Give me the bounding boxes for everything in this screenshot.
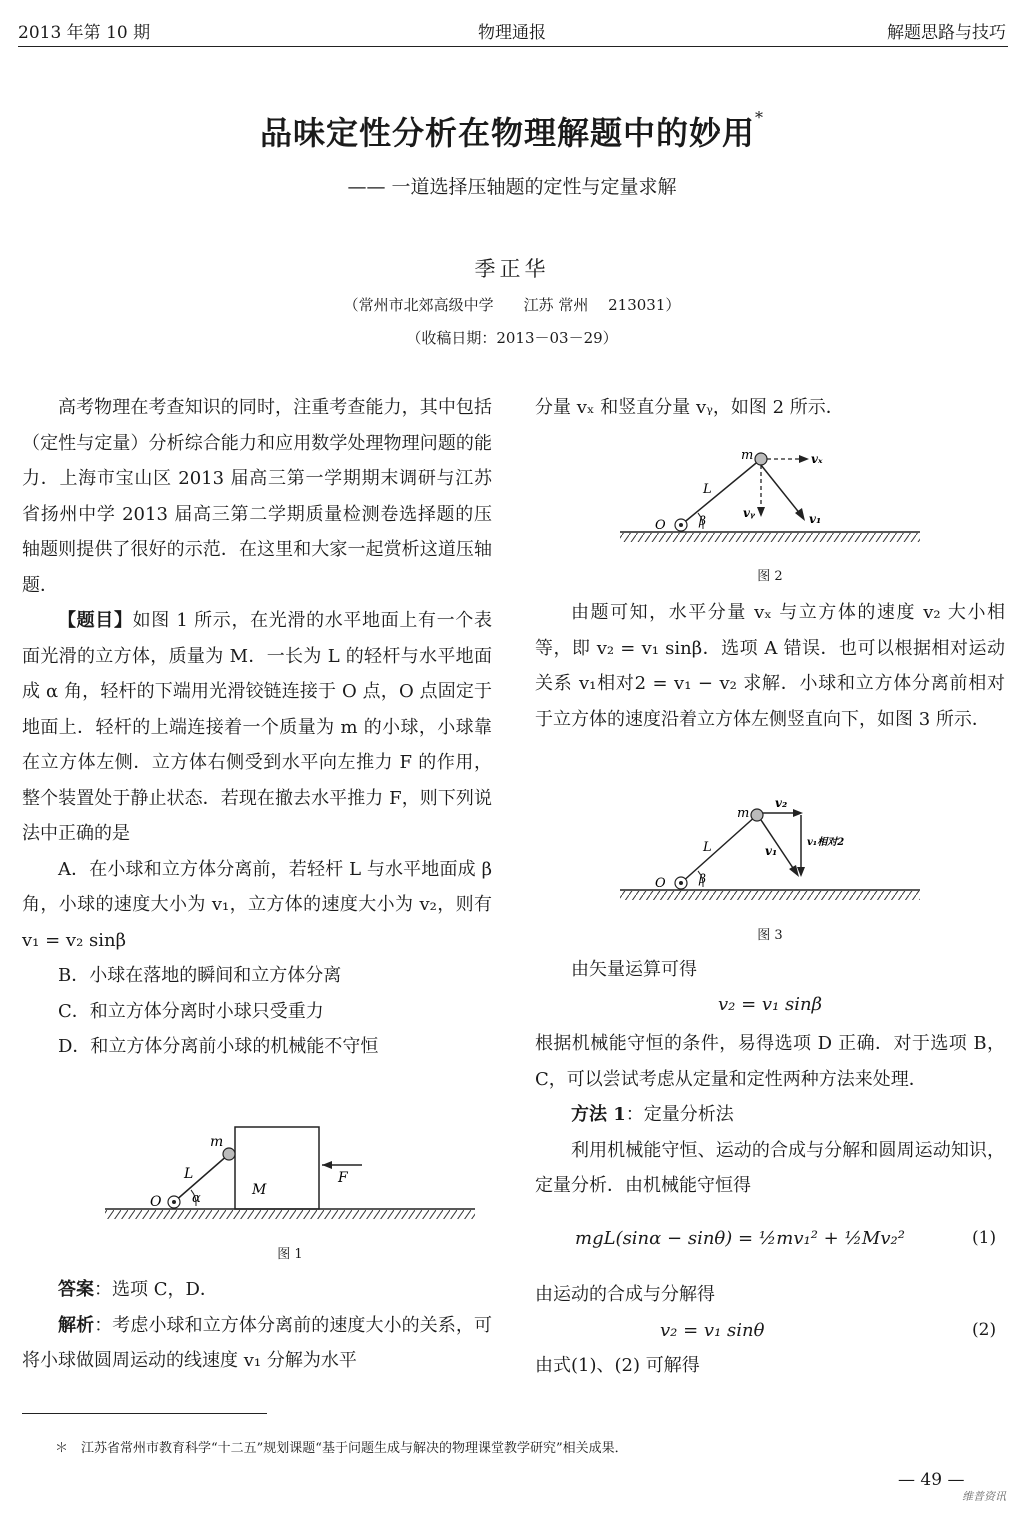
rod bbox=[174, 1154, 229, 1202]
label-m: m bbox=[741, 448, 754, 463]
equation-a: v₂ = v₁ sinβ bbox=[717, 994, 822, 1015]
received-date: （收稿日期：2013－03－29） bbox=[406, 329, 618, 347]
left-column-bottom bbox=[22, 1272, 492, 1379]
label-L: L bbox=[184, 1166, 194, 1182]
label-L: L bbox=[703, 482, 712, 497]
label-vy: vᵧ bbox=[743, 506, 755, 520]
right-p1: 分量 vₓ 和竖直分量 vᵧ，如图 2 所示． bbox=[535, 397, 844, 418]
cube bbox=[235, 1127, 319, 1209]
label-O: O bbox=[655, 518, 666, 533]
label-beta: β bbox=[699, 872, 706, 886]
label-v1: v₁ bbox=[765, 844, 778, 858]
equation-2-number: (2) bbox=[972, 1320, 997, 1340]
equation-1: mgL(sinα − sinθ) = ½mv₁² + ½Mv₂² bbox=[575, 1228, 905, 1249]
right-p2-block bbox=[535, 595, 1005, 737]
right-p7: 由式(1)、(2) 可解得 bbox=[535, 1355, 700, 1376]
right-lower-block bbox=[535, 1026, 1005, 1204]
label-O: O bbox=[655, 876, 666, 891]
right-p2: 由题可知，水平分量 vₓ 与立方体的速度 v₂ 大小相等，即 v₂ = v₁ sinβ．选项 A 错误．也可以根据相对运动关系 v₁相对2 = v₁ − v₂ 求解．小球和立方体分离前相对于立方体的速度沿着立方体左侧竖直向下，如图 3 所示． bbox=[535, 602, 1005, 730]
method-heading: 方法 1：定量分析法 bbox=[571, 1104, 734, 1125]
equation-1-number: (1) bbox=[972, 1228, 997, 1248]
label-m: m bbox=[210, 1134, 224, 1150]
option-d: D．和立方体分离前小球的机械能不守恒 bbox=[58, 1036, 379, 1057]
label-F: F bbox=[338, 1170, 348, 1186]
figure-1 bbox=[100, 1120, 480, 1230]
footnote: ＊ 江苏省常州市教育科学“十二五”规划课题“基于问题生成与解决的物理课堂教学研究”相关成果． bbox=[55, 1441, 628, 1456]
right-p5: 利用机械能守恒、运动的合成与分解和圆周运动知识，定量分析．由机械能守恒得 bbox=[535, 1139, 1005, 1196]
label-O: O bbox=[150, 1194, 162, 1210]
watermark: 维普资讯 bbox=[962, 1490, 1006, 1503]
option-c: C．和立方体分离时小球只受重力 bbox=[58, 1000, 324, 1022]
header-rule bbox=[18, 46, 1008, 47]
figure-3-caption: 图 3 bbox=[757, 928, 783, 943]
article-title: 品味定性分析在物理解题中的妙用* bbox=[259, 108, 764, 152]
journal-issue: 2013 年第 10 期 bbox=[18, 23, 151, 43]
label-v2: v₂ bbox=[775, 796, 788, 810]
article-subtitle: —— 一道选择压轴题的定性与定量求解 bbox=[347, 176, 677, 198]
v1-arrow bbox=[761, 465, 801, 515]
figure-1-caption: 图 1 bbox=[277, 1247, 303, 1262]
section-name: 解题思路与技巧 bbox=[887, 23, 1006, 43]
intro-paragraph: 高考物理在考查知识的同时，注重考查能力，其中包括（定性与定量）分析综合能力和应用数学处理物理问题的能力．上海市宝山区 2013 届高三第一学期期末调研与江苏省扬州中学 2013 届高三第二学期质量检测卷选择题的压轴题则提供了很好的示范．在这里和大家一起赏析这道压轴题． bbox=[22, 397, 492, 596]
footnote-rule bbox=[22, 1413, 267, 1414]
left-column-top bbox=[22, 390, 492, 1065]
affiliation: （常州市北郊高级中学 江苏 常州 213031） bbox=[343, 296, 681, 314]
equation-2: v₂ = v₁ sinθ bbox=[660, 1320, 765, 1341]
option-b: B．小球在落地的瞬间和立方体分离 bbox=[58, 965, 342, 986]
label-beta: β bbox=[699, 514, 706, 528]
problem-paragraph: 【题目】如图 1 所示，在光滑的水平地面上有一个表面光滑的立方体，质量为 M．一长为 L 的轻杆与水平地面成 α 角，轻杆的下端用光滑铰链连接于 O 点，O 点固定于地面上．轻杆的上端连接着一个质量为 m 的小球，小球靠在立方体左侧．立方体右侧受到水平向左推力 F 的作用，整个装置处于静止状态．若现在撤去水平推力 F，则下列说法中正确的是 bbox=[22, 610, 492, 844]
page-number: — 49 — bbox=[898, 1470, 965, 1490]
journal-name: 物理通报 bbox=[478, 23, 546, 43]
right-p6: 由运动的合成与分解得 bbox=[535, 1284, 715, 1305]
label-L: L bbox=[703, 840, 712, 855]
ball bbox=[751, 809, 763, 821]
ball bbox=[755, 453, 767, 465]
right-p4: 根据机械能守恒的条件，易得选项 D 正确．对于选项 B，C，可以尝试考虑从定量和定性两种方法来处理． bbox=[535, 1033, 1005, 1090]
label-v1rel: v₁相对2 bbox=[807, 837, 845, 848]
label-vx: vₓ bbox=[811, 452, 823, 466]
figure-2 bbox=[615, 445, 925, 550]
label-v1: v₁ bbox=[809, 512, 822, 526]
title-footnote-mark: * bbox=[755, 108, 764, 127]
label-M: M bbox=[252, 1182, 267, 1198]
ground-hatch bbox=[105, 1210, 475, 1219]
figure-2-caption: 图 2 bbox=[757, 569, 783, 584]
author: 季正华 bbox=[474, 257, 550, 281]
ball bbox=[223, 1148, 235, 1160]
rod bbox=[681, 815, 757, 883]
label-m: m bbox=[737, 806, 750, 821]
right-p3: 由矢量运算可得 bbox=[571, 959, 697, 980]
answer-paragraph: 答案：选项 C，D． bbox=[58, 1279, 218, 1300]
analysis-paragraph: 解析：考虑小球和立方体分离前的速度大小的关系，可将小球做圆周运动的线速度 v₁ 分解为水平 bbox=[22, 1314, 493, 1371]
figure-3 bbox=[615, 795, 925, 910]
label-alpha: α bbox=[192, 1191, 201, 1206]
option-a: A．在小球和立方体分离前，若轻杆 L 与水平地面成 β 角，小球的速度大小为 v₁，立方体的速度大小为 v₂，则有 v₁ = v₂ sinβ bbox=[22, 858, 492, 951]
